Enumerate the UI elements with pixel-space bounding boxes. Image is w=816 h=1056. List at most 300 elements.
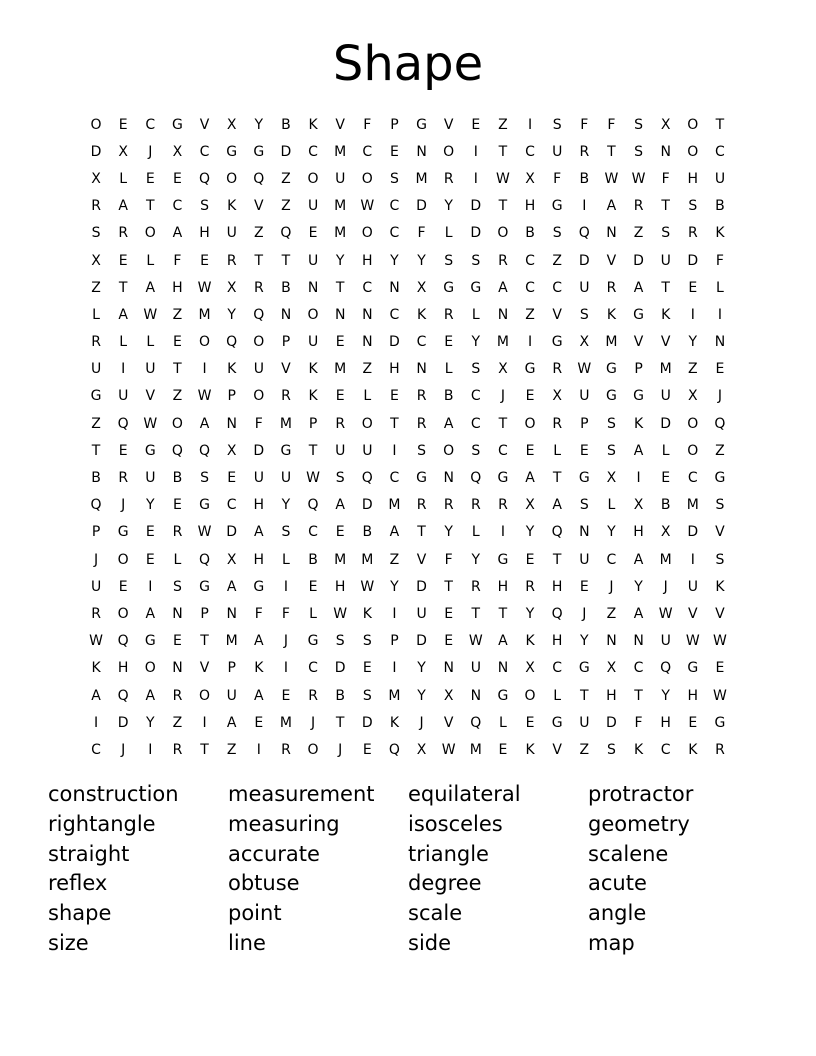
- grid-letter: E: [118, 442, 128, 459]
- grid-letter: G: [199, 497, 210, 514]
- grid-letter: Q: [470, 714, 482, 731]
- grid-letter: T: [552, 470, 562, 487]
- grid-letter: G: [253, 578, 265, 595]
- grid-letter: A: [633, 442, 644, 459]
- grid-letter: L: [553, 687, 562, 704]
- grid-letter: G: [253, 143, 265, 160]
- grid-letter: V: [199, 116, 210, 133]
- grid-letter: Y: [580, 633, 589, 650]
- grid-letter: K: [633, 741, 644, 758]
- word-list-item: line: [228, 930, 266, 955]
- grid-letter: R: [416, 497, 427, 514]
- grid-letter: L: [282, 551, 290, 568]
- grid-letter: T: [498, 415, 508, 432]
- grid-letter: U: [307, 252, 319, 269]
- grid-letter: N: [389, 279, 400, 296]
- grid-letter: A: [118, 198, 128, 215]
- grid-letter: R: [91, 334, 101, 351]
- grid-letter: Q: [551, 605, 563, 622]
- grid-letter: T: [390, 415, 399, 432]
- word-list-item: equilateral: [408, 782, 521, 806]
- grid-letter: I: [690, 551, 695, 568]
- grid-letter: D: [470, 198, 482, 215]
- word-list-item: reflex: [48, 871, 108, 896]
- grid-letter: P: [390, 633, 399, 650]
- grid-letter: C: [362, 279, 373, 296]
- grid-letter: G: [416, 116, 427, 133]
- grid-letter: R: [498, 497, 508, 514]
- grid-letter: N: [334, 306, 346, 323]
- grid-letter: Q: [253, 170, 265, 187]
- grid-letter: E: [444, 605, 454, 622]
- grid-letter: I: [527, 334, 533, 351]
- grid-row: [90, 492, 725, 519]
- grid-letter: O: [443, 442, 455, 459]
- grid-row: [90, 111, 725, 138]
- grid-letter: V: [199, 660, 210, 677]
- grid-letter: U: [579, 714, 590, 731]
- grid-letter: A: [498, 633, 508, 650]
- grid-letter: V: [715, 605, 725, 622]
- grid-letter: N: [606, 225, 617, 242]
- grid-letter: X: [525, 497, 535, 514]
- grid-letter: I: [256, 741, 261, 758]
- grid-letter: S: [606, 741, 616, 758]
- grid-letter: Z: [633, 225, 644, 242]
- grid-letter: E: [308, 225, 318, 242]
- grid-letter: R: [281, 741, 291, 758]
- grid-letter: A: [633, 605, 644, 622]
- grid-letter: L: [444, 361, 453, 378]
- grid-letter: G: [606, 361, 617, 378]
- grid-letter: K: [227, 361, 237, 378]
- grid-letter: M: [469, 741, 482, 758]
- grid-letter: E: [444, 334, 454, 351]
- grid-letter: E: [118, 578, 128, 595]
- grid-letter: Z: [498, 116, 508, 133]
- grid-letter: E: [498, 741, 508, 758]
- grid-letter: F: [254, 415, 263, 432]
- grid-letter: M: [361, 551, 374, 568]
- grid-letter: U: [579, 279, 590, 296]
- grid-letter: T: [471, 605, 481, 622]
- grid-letter: K: [308, 361, 318, 378]
- grid-letter: C: [389, 306, 400, 323]
- grid-letter: Q: [388, 741, 400, 758]
- grid-letter: E: [200, 252, 209, 269]
- grid-letter: I: [202, 714, 207, 731]
- grid-letter: F: [607, 116, 616, 133]
- grid-letter: R: [552, 415, 563, 432]
- grid-letter: Q: [199, 170, 211, 187]
- grid-letter: N: [362, 334, 373, 351]
- grid-letter: R: [416, 388, 427, 405]
- grid-letter: D: [660, 415, 672, 432]
- grid-letter: T: [552, 551, 562, 568]
- word-list-item: measuring: [228, 811, 340, 836]
- grid-letter: J: [310, 714, 316, 731]
- grid-letter: I: [283, 660, 288, 677]
- grid-letter: X: [660, 116, 671, 133]
- grid-letter: I: [392, 605, 397, 622]
- grid-letter: E: [145, 551, 155, 568]
- grid-letter: L: [499, 714, 507, 731]
- grid-letter: N: [416, 361, 427, 378]
- word-list-item: triangle: [408, 841, 489, 866]
- grid-letter: S: [200, 198, 209, 215]
- grid-row: [91, 220, 725, 247]
- grid-letter: R: [416, 415, 427, 432]
- grid-row: [93, 546, 725, 573]
- grid-letter: E: [525, 551, 535, 568]
- grid-letter: W: [658, 605, 673, 622]
- grid-letter: Q: [117, 415, 129, 432]
- grid-letter: A: [498, 279, 508, 296]
- grid-letter: X: [226, 551, 237, 568]
- grid-row: [91, 193, 725, 220]
- grid-letter: Z: [606, 605, 617, 622]
- grid-letter: U: [253, 361, 264, 378]
- grid-letter: N: [416, 143, 427, 160]
- grid-letter: R: [552, 361, 563, 378]
- grid-letter: E: [471, 116, 481, 133]
- grid-letter: E: [715, 660, 725, 677]
- grid-letter: R: [579, 143, 590, 160]
- grid-letter: M: [415, 170, 428, 187]
- grid-letter: L: [119, 334, 128, 351]
- grid-letter: M: [334, 198, 347, 215]
- grid-letter: Y: [444, 524, 453, 541]
- grid-letter: N: [443, 470, 454, 487]
- grid-letter: W: [685, 633, 700, 650]
- grid-letter: Z: [362, 361, 373, 378]
- grid-letter: G: [578, 470, 590, 487]
- grid-letter: Y: [227, 306, 236, 323]
- grid-letter: W: [468, 633, 483, 650]
- grid-letter: E: [335, 388, 345, 405]
- grid-letter: N: [606, 633, 617, 650]
- grid-letter: G: [226, 143, 238, 160]
- grid-letter: N: [497, 660, 509, 677]
- grid-letter: K: [525, 633, 535, 650]
- grid-letter: I: [527, 116, 533, 133]
- grid-letter: T: [634, 687, 643, 704]
- grid-letter: R: [91, 198, 101, 215]
- grid-letter: D: [578, 252, 590, 269]
- grid-letter: D: [687, 524, 699, 541]
- grid-letter: C: [470, 388, 481, 405]
- grid-letter: I: [717, 306, 722, 323]
- grid-letter: T: [200, 633, 209, 650]
- grid-letter: V: [254, 198, 264, 215]
- grid-letter: N: [714, 334, 726, 351]
- letter-grid: [89, 111, 727, 764]
- grid-letter: L: [146, 334, 155, 351]
- grid-letter: A: [226, 714, 237, 731]
- grid-letter: E: [145, 170, 155, 187]
- grid-letter: O: [687, 415, 699, 432]
- grid-letter: P: [200, 605, 209, 622]
- grid-letter: R: [253, 279, 264, 296]
- grid-letter: E: [335, 524, 345, 541]
- grid-letter: K: [416, 306, 427, 323]
- grid-letter: S: [417, 442, 426, 459]
- grid-letter: S: [606, 415, 616, 432]
- grid-letter: W: [441, 741, 456, 758]
- word-list-item: measurement: [228, 782, 375, 806]
- grid-letter: S: [715, 551, 725, 568]
- grid-letter: D: [280, 143, 292, 160]
- grid-letter: G: [551, 334, 563, 351]
- grid-letter: P: [390, 116, 399, 133]
- grid-letter: Z: [281, 198, 291, 215]
- grid-letter: M: [659, 551, 672, 568]
- grid-letter: W: [197, 388, 212, 405]
- grid-row: [90, 356, 725, 383]
- grid-letter: Q: [171, 442, 183, 459]
- grid-letter: B: [335, 687, 345, 704]
- grid-row: [91, 274, 724, 301]
- grid-letter: R: [715, 741, 725, 758]
- grid-letter: N: [362, 306, 373, 323]
- grid-letter: Z: [688, 361, 698, 378]
- grid-letter: R: [226, 252, 237, 269]
- grid-letter: Q: [470, 470, 482, 487]
- grid-letter: A: [443, 415, 454, 432]
- grid-letter: H: [606, 687, 617, 704]
- grid-letter: O: [253, 334, 265, 351]
- grid-letter: O: [361, 225, 373, 242]
- grid-letter: V: [416, 551, 427, 568]
- grid-letter: I: [148, 741, 153, 758]
- grid-letter: Y: [525, 524, 535, 541]
- grid-letter: M: [659, 361, 672, 378]
- grid-letter: U: [307, 198, 319, 215]
- grid-letter: I: [392, 660, 397, 677]
- grid-letter: N: [172, 660, 183, 677]
- grid-letter: J: [148, 143, 153, 160]
- word-list-item: point: [228, 901, 282, 926]
- grid-letter: U: [660, 252, 671, 269]
- grid-letter: F: [553, 170, 562, 187]
- grid-letter: G: [470, 279, 482, 296]
- grid-row: [91, 600, 725, 627]
- word-list-item: acute: [588, 871, 647, 896]
- grid-letter: R: [633, 198, 644, 215]
- grid-letter: K: [715, 578, 725, 595]
- grid-letter: T: [146, 198, 155, 215]
- grid-letter: J: [283, 633, 288, 650]
- grid-letter: R: [281, 388, 291, 405]
- grid-letter: Z: [525, 306, 535, 323]
- grid-letter: R: [498, 252, 508, 269]
- grid-letter: C: [552, 279, 563, 296]
- grid-letter: G: [144, 633, 156, 650]
- grid-letter: R: [443, 306, 454, 323]
- grid-letter: T: [444, 578, 453, 595]
- grid-letter: O: [361, 170, 373, 187]
- grid-letter: B: [91, 470, 101, 487]
- grid-letter: G: [416, 470, 427, 487]
- grid-letter: F: [444, 551, 453, 568]
- grid-letter: T: [335, 279, 345, 296]
- grid-letter: R: [91, 605, 101, 622]
- grid-letter: K: [227, 198, 237, 215]
- grid-letter: S: [579, 306, 589, 323]
- grid-letter: N: [470, 687, 482, 704]
- grid-letter: J: [93, 551, 99, 568]
- grid-letter: H: [687, 687, 699, 704]
- grid-row: [91, 329, 726, 356]
- grid-letter: O: [307, 306, 319, 323]
- grid-letter: L: [119, 170, 128, 187]
- grid-letter: B: [308, 551, 318, 568]
- grid-letter: L: [716, 279, 724, 296]
- grid-letter: X: [91, 170, 101, 187]
- grid-letter: Y: [688, 334, 698, 351]
- grid-letter: A: [254, 633, 264, 650]
- grid-letter: Y: [254, 116, 264, 133]
- word-list-item: rightangle: [48, 811, 156, 836]
- grid-letter: J: [582, 605, 587, 622]
- grid-letter: D: [334, 660, 346, 677]
- grid-letter: V: [715, 524, 725, 541]
- grid-letter: F: [254, 605, 263, 622]
- grid-letter: G: [280, 442, 292, 459]
- grid-letter: Y: [417, 660, 426, 677]
- grid-letter: O: [361, 415, 373, 432]
- grid-letter: E: [444, 633, 454, 650]
- grid-letter: E: [118, 252, 128, 269]
- grid-letter: E: [118, 116, 128, 133]
- grid-letter: U: [362, 442, 373, 459]
- grid-letter: R: [118, 470, 129, 487]
- grid-letter: U: [579, 551, 590, 568]
- grid-letter: W: [89, 633, 103, 650]
- word-list-item: construction: [48, 782, 179, 806]
- grid-letter: J: [338, 741, 343, 758]
- grid-letter: C: [389, 470, 400, 487]
- grid-letter: X: [118, 143, 128, 160]
- grid-letter: E: [173, 633, 182, 650]
- grid-letter: I: [392, 442, 397, 459]
- grid-row: [91, 410, 726, 437]
- grid-letter: T: [498, 143, 508, 160]
- grid-letter: B: [660, 497, 671, 514]
- grid-letter: H: [334, 578, 346, 595]
- grid-letter: X: [498, 361, 508, 378]
- grid-letter: W: [577, 361, 592, 378]
- grid-letter: H: [497, 578, 509, 595]
- grid-letter: Z: [226, 741, 237, 758]
- grid-letter: E: [390, 388, 399, 405]
- word-list-item: scalene: [588, 841, 669, 866]
- grid-letter: V: [281, 361, 291, 378]
- grid-letter: C: [226, 497, 237, 514]
- grid-letter: B: [579, 170, 590, 187]
- grid-letter: T: [91, 442, 101, 459]
- grid-letter: C: [470, 415, 481, 432]
- grid-letter: L: [92, 306, 100, 323]
- grid-letter: G: [497, 551, 509, 568]
- grid-letter: H: [117, 660, 129, 677]
- grid-letter: C: [145, 116, 156, 133]
- grid-letter: K: [308, 116, 318, 133]
- word-list-item: map: [588, 930, 635, 955]
- grid-letter: T: [607, 143, 616, 160]
- grid-letter: U: [335, 442, 346, 459]
- grid-letter: D: [253, 442, 265, 459]
- grid-letter: R: [118, 225, 129, 242]
- grid-letter: S: [91, 225, 101, 242]
- grid-letter: Z: [254, 225, 264, 242]
- grid-letter: A: [254, 524, 264, 541]
- grid-letter: C: [172, 198, 183, 215]
- grid-letter: K: [688, 741, 698, 758]
- grid-letter: U: [660, 633, 671, 650]
- grid-letter: Q: [90, 497, 102, 514]
- grid-letter: E: [308, 578, 318, 595]
- grid-row: [91, 655, 725, 682]
- grid-letter: T: [254, 252, 264, 269]
- grid-letter: V: [552, 306, 562, 323]
- grid-letter: N: [497, 306, 509, 323]
- grid-letter: J: [121, 741, 126, 758]
- grid-letter: R: [308, 687, 318, 704]
- grid-letter: I: [202, 361, 207, 378]
- grid-letter: D: [361, 497, 373, 514]
- grid-letter: R: [687, 225, 698, 242]
- grid-letter: A: [389, 524, 400, 541]
- grid-letter: E: [688, 279, 698, 296]
- grid-letter: X: [660, 524, 671, 541]
- grid-letter: U: [226, 225, 237, 242]
- grid-letter: M: [334, 361, 347, 378]
- grid-letter: O: [226, 170, 238, 187]
- grid-letter: O: [144, 225, 156, 242]
- grid-letter: Y: [417, 687, 426, 704]
- grid-letter: T: [417, 524, 426, 541]
- grid-letter: I: [283, 578, 288, 595]
- grid-letter: O: [117, 551, 129, 568]
- grid-row: [91, 437, 725, 464]
- grid-letter: Q: [307, 497, 319, 514]
- grid-letter: N: [579, 524, 590, 541]
- grid-letter: Q: [117, 633, 129, 650]
- grid-letter: G: [307, 633, 319, 650]
- grid-letter: J: [121, 497, 126, 514]
- grid-letter: G: [551, 198, 563, 215]
- grid-letter: T: [118, 279, 128, 296]
- grid-letter: F: [363, 116, 372, 133]
- grid-letter: R: [525, 578, 535, 595]
- grid-letter: T: [498, 198, 508, 215]
- grid-letter: Z: [552, 252, 562, 269]
- grid-letter: P: [308, 415, 318, 432]
- grid-letter: W: [197, 279, 212, 296]
- grid-letter: P: [281, 334, 291, 351]
- grid-letter: K: [389, 714, 400, 731]
- grid-row: [89, 628, 727, 655]
- grid-letter: G: [687, 660, 699, 677]
- grid-letter: A: [118, 306, 128, 323]
- grid-letter: V: [633, 334, 644, 351]
- grid-letter: G: [144, 442, 156, 459]
- grid-letter: Y: [525, 605, 535, 622]
- grid-letter: U: [470, 660, 481, 677]
- grid-letter: R: [172, 741, 183, 758]
- grid-letter: U: [280, 470, 292, 487]
